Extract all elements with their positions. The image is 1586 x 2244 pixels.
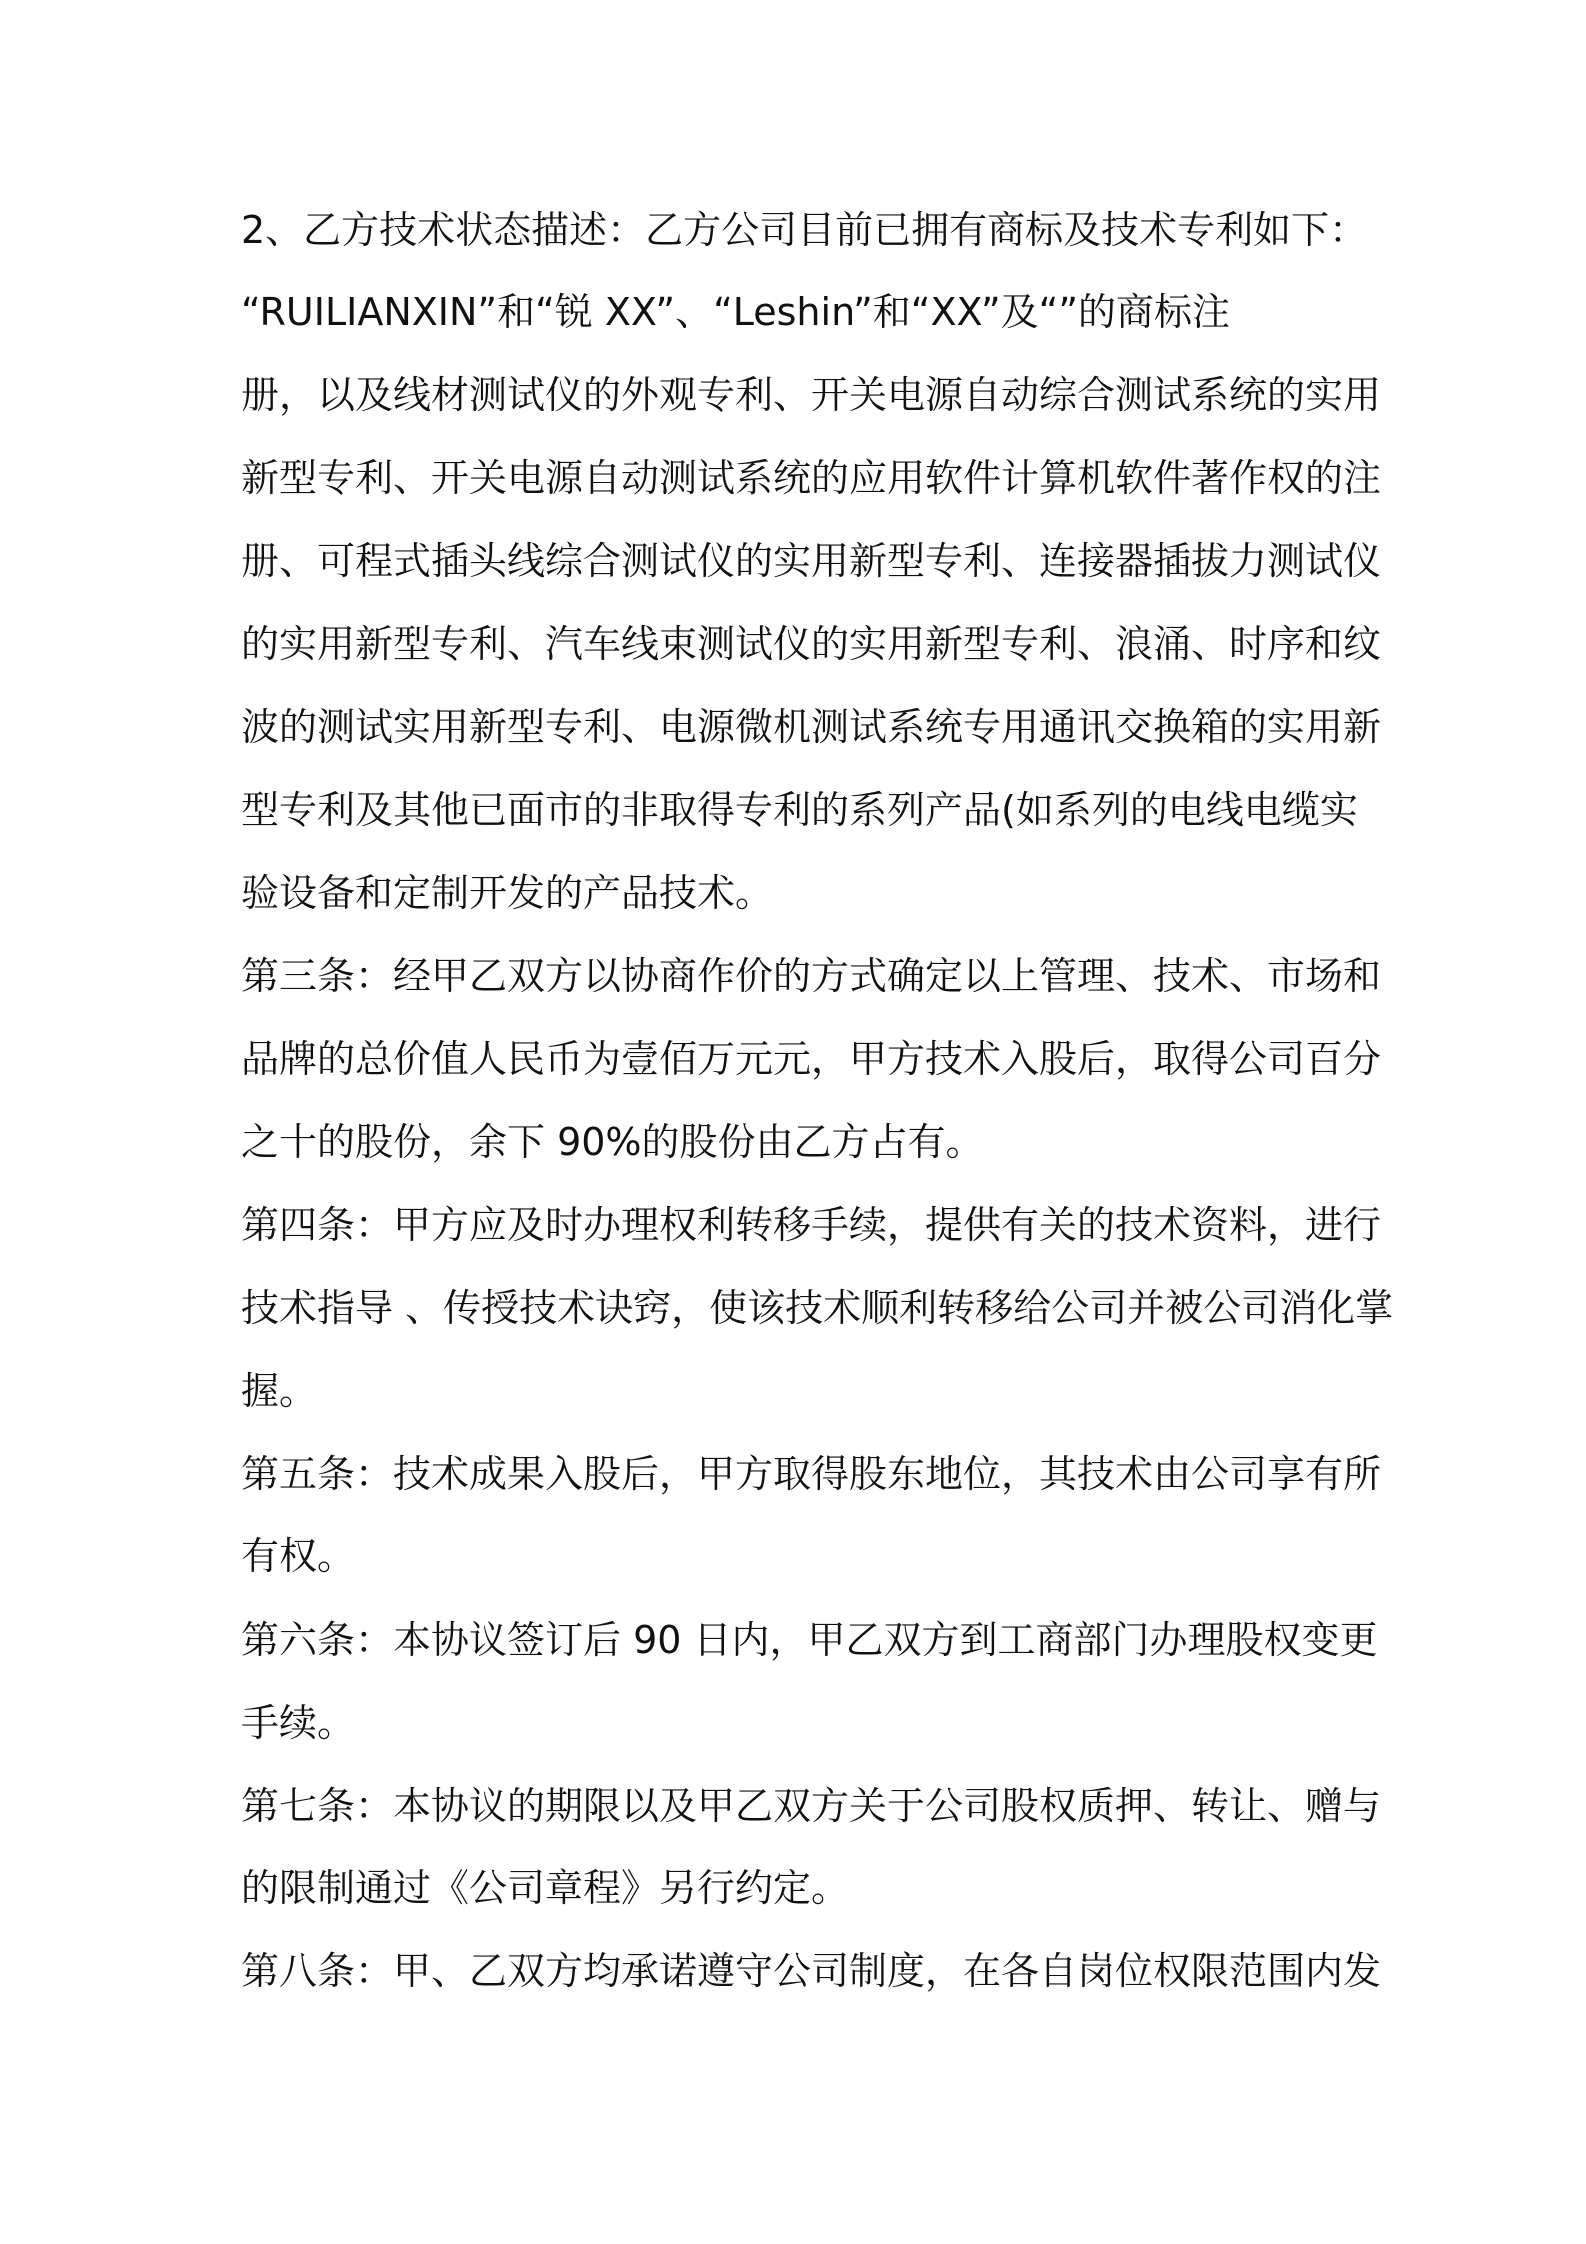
text-line: “RUILIANXIN”和“锐 XX”、“Leshin”和“XX”及“”的商标注 (241, 290, 1231, 334)
text-line: 第六条：本协议签订后 90 日内，甲乙双方到工商部门办理股权变更 (241, 1618, 1378, 1662)
text-line: 验设备和定制开发的产品技术。 (241, 871, 774, 915)
text-line: 技术指导 、传授技术诀窍，使该技术顺利转移给公司并被公司消化掌 (241, 1286, 1394, 1330)
text-line: 新型专利、开关电源自动测试系统的应用软件计算机软件著作权的注 (241, 456, 1382, 500)
text-line: 型专利及其他已面市的非取得专利的系列产品(如系列的电线电缆实 (241, 788, 1358, 832)
text-line: 第四条：甲方应及时办理权利转移手续，提供有关的技术资料，进行 (241, 1203, 1382, 1247)
text-line: 第三条：经甲乙双方以协商作价的方式确定以上管理、技术、市场和 (241, 954, 1382, 998)
text-line: 2、乙方技术状态描述：乙方公司目前已拥有商标及技术专利如下： (241, 208, 1368, 252)
text-line: 波的测试实用新型专利、电源微机测试系统专用通讯交换箱的实用新 (241, 705, 1382, 749)
text-line: 手续。 (241, 1701, 356, 1745)
text-line: 的限制通过《公司章程》另行约定。 (241, 1866, 850, 1910)
text-line: 第五条：技术成果入股后，甲方取得股东地位，其技术由公司享有所 (241, 1452, 1382, 1496)
text-line: 册，以及线材测试仪的外观专利、开关电源自动综合测试系统的实用 (241, 373, 1382, 417)
text-line: 有权。 (241, 1534, 356, 1578)
text-line: 握。 (241, 1369, 318, 1413)
text-line: 品牌的总价值人民币为壹佰万元元，甲方技术入股后，取得公司百分 (241, 1037, 1382, 1081)
text-line: 第七条：本协议的期限以及甲乙双方关于公司股权质押、转让、赠与 (241, 1784, 1382, 1828)
text-line: 的实用新型专利、汽车线束测试仪的实用新型专利、浪涌、时序和纹 (241, 622, 1382, 666)
text-line: 之十的股份，余下 90%的股份由乙方占有。 (241, 1120, 984, 1164)
text-line: 册、可程式插头线综合测试仪的实用新型专利、连接器插拔力测试仪 (241, 539, 1382, 583)
text-line: 第八条：甲、乙双方均承诺遵守公司制度，在各自岗位权限范围内发 (241, 1949, 1382, 1993)
